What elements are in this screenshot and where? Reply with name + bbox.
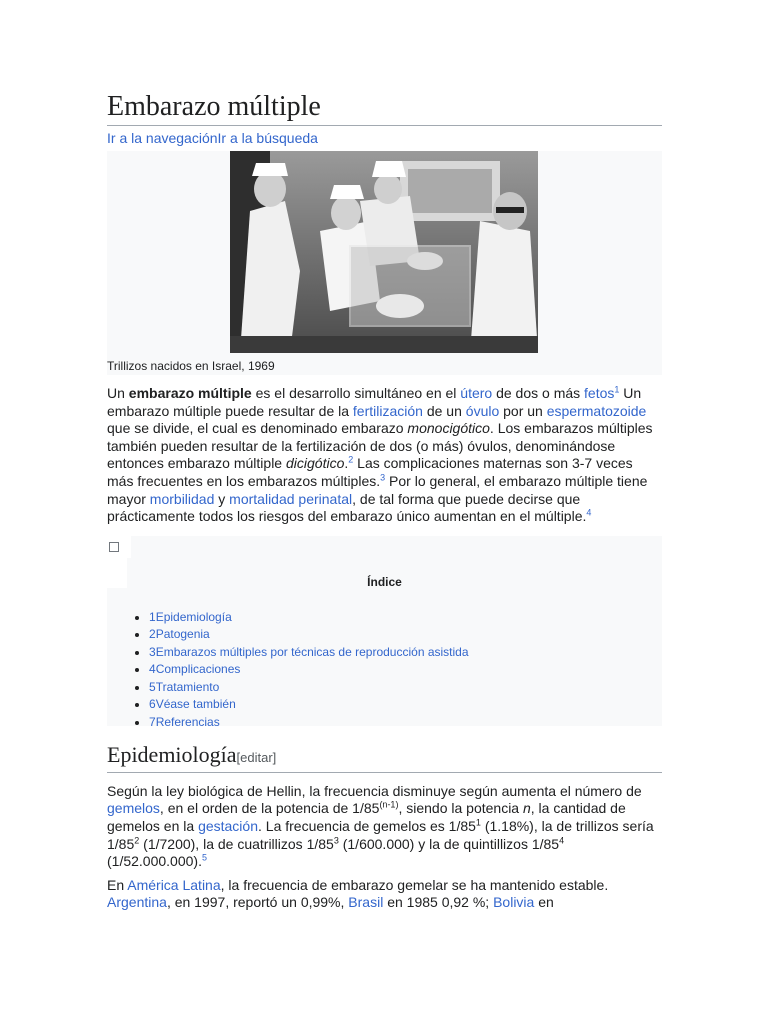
toc-item[interactable]: • 1Epidemiología xyxy=(149,609,469,627)
link-fertilizacion[interactable]: fertilización xyxy=(352,402,423,419)
table-of-contents xyxy=(107,536,662,729)
figure-caption: Trillizos nacidos en Israel, 1969 xyxy=(107,359,275,373)
figure xyxy=(107,151,662,375)
toc-item[interactable]: • 3Embarazos múltiples por técnicas de reproducción asistida xyxy=(149,644,469,662)
link-utero[interactable]: útero xyxy=(460,385,493,401)
toc-item[interactable]: • 5Tratamiento xyxy=(149,679,469,697)
link-espermatozoide[interactable]: espermatozoide xyxy=(546,402,647,419)
link-ovulo[interactable]: óvulo xyxy=(465,402,500,419)
toc-item[interactable]: • 6Véase también xyxy=(149,696,469,714)
photo-illustration xyxy=(230,151,538,353)
link-america-latina[interactable]: América Latina xyxy=(127,876,221,893)
link-morbilidad[interactable]: morbilidad xyxy=(149,490,215,507)
lead-bold-term: embarazo múltiple xyxy=(128,385,252,401)
reference-1[interactable]: 1 xyxy=(614,384,620,395)
lead-paragraph: Un embarazo múltiple es el desarrollo simultáneo en el útero de dos o más fetos$^1$ Un embarazo múltiple puede resultar de la fertilización de un óvulo por un espermatozoide que se divide, el cual es denominado embarazo monocigótico. Los embarazos múltiples también pueden resultar de la fertilización de dos (o más) óvulos, denominándose entonces embarazo múltiple dicigótico.$^2$ Las complicaciones maternas son 3-7 veces más frecuentes en los embarazos múltiples.$^3$ Por lo general, el embarazo múltiple tiene mayor morbilidad y mortalidad perinatal, de tal forma que puede decirse que prácticamente todos los riesgos del embarazo único aumentan en el múltiple.$^4$ xyxy=(107,384,653,525)
toc-item[interactable]: • 4Complicaciones xyxy=(149,661,469,679)
triplets-photo[interactable] xyxy=(230,151,538,353)
link-fetos[interactable]: fetos xyxy=(584,385,615,401)
link-gestacion[interactable]: gestación xyxy=(198,817,258,834)
link-bolivia[interactable]: Bolivia xyxy=(493,894,535,911)
reference-2[interactable]: 2 xyxy=(348,454,354,465)
article xyxy=(107,90,662,912)
reference-4[interactable]: 4 xyxy=(586,507,592,518)
toc-list xyxy=(129,609,469,732)
epidemiologia-paragraph-2: En América Latina, la frecuencia de embarazo gemelar se ha mantenido estable. Argentina, en 1997, reportó un 0,99%, Brasil en 1985 0,92 %; Bolivia en xyxy=(107,876,609,911)
toc-item[interactable]: • 7Referencias xyxy=(149,714,469,732)
jump-links xyxy=(107,129,662,147)
toc-item[interactable]: • 2Patogenia xyxy=(149,626,469,644)
toc-title: Índice xyxy=(367,574,402,589)
edit-section-link[interactable]: [editar] xyxy=(236,749,277,765)
toc-toggle[interactable] xyxy=(107,536,131,558)
checkbox-icon[interactable] xyxy=(109,542,119,552)
page-title: Embarazo múltiple xyxy=(107,90,662,126)
reference-5[interactable]: 5 xyxy=(201,852,207,863)
jump-to-navigation-link[interactable]: Ir a la navegación xyxy=(107,130,218,146)
epidemiologia-paragraph-1: Según la ley biológica de Hellin, la frecuencia disminuye según aumenta el número de gemelos, en el orden de la potencia de 1/85$^{(n-1)}$, siendo la potencia n, la cantidad de gemelos en la gestación. La frecuencia de gemelos es $1/85^1$ (1.18%), la de trillizos sería $1/85^2$ (1/7200), la de cuatrillizos $1/85^3$ (1/600.000) y la de quintillizos $1/85^4$ (1/52.000.000).$^5$ xyxy=(107,782,654,870)
link-argentina[interactable]: Argentina xyxy=(107,894,167,911)
link-mortalidad-perinatal[interactable]: mortalidad perinatal xyxy=(229,490,353,507)
link-gemelos[interactable]: gemelos xyxy=(107,800,160,817)
reference-3[interactable]: 3 xyxy=(380,472,386,483)
jump-to-search-link[interactable]: Ir a la búsqueda xyxy=(217,130,318,146)
section-heading-epidemiologia: Epidemiología[editar] xyxy=(107,742,662,773)
link-brasil[interactable]: Brasil xyxy=(348,894,384,911)
